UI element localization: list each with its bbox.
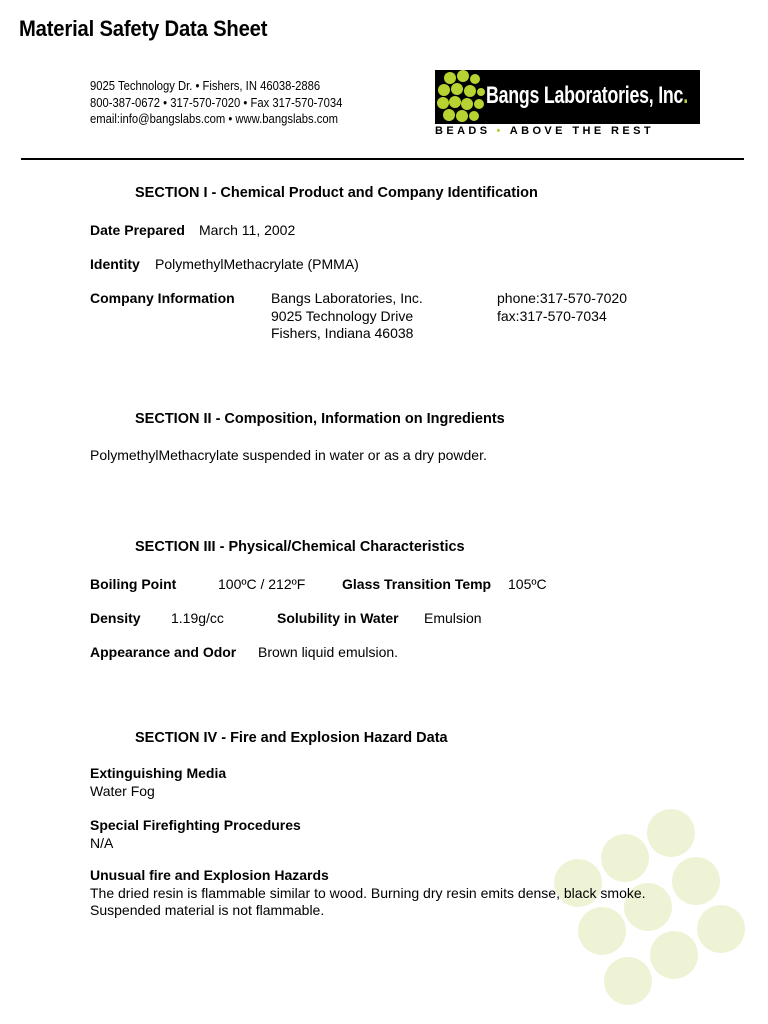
company-logo <box>435 70 700 124</box>
company-street: 9025 Technology Drive <box>271 307 414 324</box>
company-address-block <box>90 78 342 128</box>
solubility-label: Solubility in Water <box>277 610 399 626</box>
extinguishing-media <box>90 765 226 800</box>
section-4-title: SECTION IV - Fire and Explosion Hazard Data <box>135 730 448 746</box>
date-prepared-value: March 11, 2002 <box>199 222 296 238</box>
phone-line: 800-387-0672 • 317-570-7020 • Fax 317-570-7034 <box>90 95 343 110</box>
company-city: Fishers, Indiana 46038 <box>271 325 414 341</box>
appearance-value: Brown liquid emulsion. <box>258 644 399 660</box>
appearance-label: Appearance and Odor <box>90 644 237 660</box>
firefighting-procedures <box>90 817 301 852</box>
beads-cluster-icon <box>435 70 485 124</box>
firefighting-procedures-label: Special Firefighting Procedures <box>90 817 301 833</box>
page-title: Material Safety Data Sheet <box>19 16 268 41</box>
section-1-title: SECTION I - Chemical Product and Company Identification <box>135 185 538 201</box>
composition-text: PolymethylMethacrylate suspended in water or as a dry powder. <box>90 447 487 463</box>
company-name: Bangs Laboratories, Inc. <box>271 290 423 306</box>
extinguishing-media-value: Water Fog <box>90 782 155 799</box>
address-line: 9025 Technology Dr. • Fishers, IN 46038-2886 <box>90 79 321 93</box>
extinguishing-media-label: Extinguishing Media <box>90 765 227 781</box>
company-info-address <box>271 290 423 343</box>
explosion-hazards-label: Unusual fire and Explosion Hazards <box>90 867 329 883</box>
glass-transition-label: Glass Transition Temp <box>342 576 492 592</box>
glass-transition-value: 105ºC <box>508 576 547 592</box>
boiling-point-label: Boiling Point <box>90 576 177 592</box>
header-divider <box>21 158 744 160</box>
company-phone: phone:317-570-7020 <box>497 290 628 306</box>
firefighting-procedures-value: N/A <box>90 834 114 851</box>
date-prepared-label: Date Prepared <box>90 222 185 238</box>
density-value: 1.19g/cc <box>171 610 224 626</box>
explosion-hazards-line: The dried resin is flammable similar to wood. Burning dry resin emits dense, black smoke. <box>90 884 646 901</box>
solubility-value: Emulsion <box>424 610 482 626</box>
boiling-point-value: 100ºC / 212ºF <box>218 576 306 592</box>
company-contact <box>497 290 627 325</box>
logo-wordmark: Bangs Laboratories, Inc. <box>486 82 688 109</box>
logo-tagline: BEADS • ABOVE THE REST <box>435 125 654 137</box>
explosion-hazards <box>90 867 646 920</box>
email-web-line: email:info@bangslabs.com • www.bangslabs.com <box>90 112 338 126</box>
identity-value: PolymethylMethacrylate (PMMA) <box>155 256 359 272</box>
company-info-label: Company Information <box>90 290 235 306</box>
section-3-title: SECTION III - Physical/Chemical Characteristics <box>135 539 465 555</box>
section-2-title: SECTION II - Composition, Information on Ingredients <box>135 411 505 427</box>
density-label: Density <box>90 610 141 626</box>
explosion-hazards-line: Suspended material is not flammable. <box>90 902 325 918</box>
company-fax: fax:317-570-7034 <box>497 307 607 324</box>
identity-label: Identity <box>90 256 140 272</box>
